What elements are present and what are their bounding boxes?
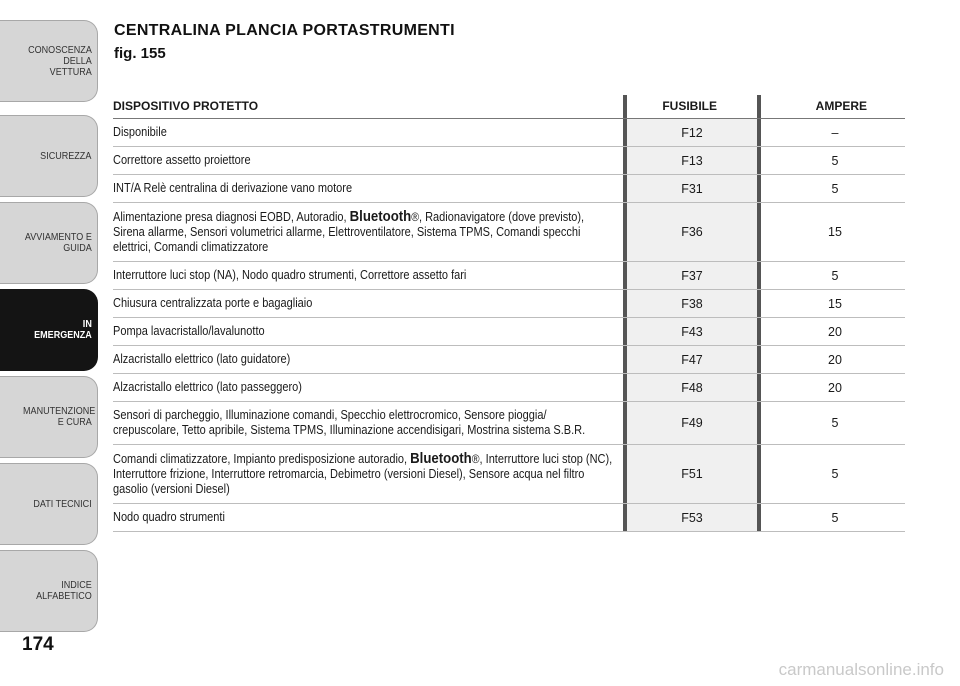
table-row: [113, 318, 905, 346]
chapter-sidebar: [0, 0, 100, 640]
row-fuse: F51: [623, 445, 761, 503]
tab-dati-tecnici[interactable]: [0, 463, 98, 545]
row-device: Nodo quadro strumenti: [113, 510, 225, 524]
tab-in-emergenza[interactable]: [0, 289, 98, 371]
table-row: [113, 346, 905, 374]
header-device: DISPOSITIVO PROTETTO: [113, 99, 259, 113]
row-amp: –: [831, 125, 839, 140]
row-device: Sensori di parcheggio, Illuminazione comandi, Specchio elettrocromico, Sensore pioggia/ crepuscolare, Tetto apribile, Sistema TPMS, Illuminazione accendisigari, Mostrina sistema S.B.R.: [113, 408, 586, 437]
table-row: [113, 147, 905, 175]
page-number: 174: [22, 634, 54, 655]
table-row: [113, 203, 905, 262]
row-fuse: F37: [623, 262, 761, 289]
row-fuse: F49: [623, 402, 761, 444]
row-amp: 15: [828, 225, 842, 239]
row-fuse: F13: [623, 147, 761, 174]
tab-label: AVVIAMENTO E GUIDA: [24, 231, 92, 254]
bluetooth-logo: Bluetooth: [349, 208, 412, 225]
tab-label: INDICE ALFABETICO: [36, 579, 92, 602]
row-device: Alzacristallo elettrico (lato guidatore): [113, 352, 291, 366]
row-device: INT/A Relè centralina di derivazione vano motore: [113, 181, 353, 195]
tab-label: IN EMERGENZA: [34, 318, 92, 341]
row-fuse: F36: [623, 203, 761, 261]
row-amp: 5: [831, 153, 839, 168]
tab-label: DATI TECNICI: [33, 497, 92, 510]
row-fuse: F12: [623, 119, 761, 146]
table-row: [113, 504, 905, 532]
row-amp: 20: [828, 352, 842, 367]
tab-sicurezza[interactable]: [0, 115, 98, 197]
table-row: [113, 175, 905, 203]
header-fuse: FUSIBILE: [623, 95, 761, 118]
row-device: Pompa lavacristallo/lavalunotto: [113, 324, 265, 338]
figure-reference: fig. 155: [114, 45, 166, 62]
row-device: Interruttore luci stop (NA), Nodo quadro strumenti, Correttore assetto fari: [113, 268, 467, 282]
row-fuse: F48: [623, 374, 761, 401]
row-amp: 5: [831, 467, 839, 481]
row-amp: 20: [828, 324, 842, 339]
tab-avviamento-e-guida[interactable]: [0, 202, 98, 284]
row-amp: 5: [831, 181, 839, 196]
bluetooth-logo: Bluetooth: [410, 450, 472, 467]
row-fuse: F31: [623, 175, 761, 202]
tab-label: MANUTENZIONE E CURA: [23, 405, 96, 428]
row-fuse: F38: [623, 290, 761, 317]
table-row: [113, 374, 905, 402]
tab-manutenzione-e-cura[interactable]: [0, 376, 98, 458]
row-amp: 15: [828, 296, 842, 311]
row-device: Chiusura centralizzata porte e bagagliaio: [113, 296, 313, 310]
tab-label: CONOSCENZA DELLA VETTURA: [28, 43, 92, 78]
watermark: carmanualsonline.info: [778, 660, 944, 679]
tab-label: SICUREZZA: [40, 149, 92, 162]
row-fuse: F43: [623, 318, 761, 345]
row-device: Alimentazione presa diagnosi EOBD, Autoradio, Bluetooth®, Radionavigatore (dove previsto), Sirena allarme, Sensori volumetrici allarme, Elettroventilatore, Sistema TPMS, Comandi specchi elettrici, Comandi climatizzatore: [113, 208, 585, 254]
row-amp: 5: [831, 510, 839, 525]
table-row: [113, 262, 905, 290]
table-row: [113, 445, 905, 504]
row-fuse: F53: [623, 504, 761, 531]
tab-conoscenza-della-vettura[interactable]: [0, 20, 98, 102]
header-amp: AMPERE: [815, 99, 867, 113]
tab-indice-alfabetico[interactable]: [0, 550, 98, 632]
table-row: [113, 290, 905, 318]
row-device: Correttore assetto proiettore: [113, 153, 251, 167]
section-title: CENTRALINA PLANCIA PORTASTRUMENTI: [114, 22, 455, 39]
row-amp: 5: [831, 416, 839, 430]
row-device: Alzacristallo elettrico (lato passeggero): [113, 380, 302, 394]
table-header: [113, 95, 905, 119]
row-device: Comandi climatizzatore, Impianto predisposizione autoradio, Bluetooth®, Interruttore luci stop (NC), Interruttore frizione, Interruttore retromarcia, Debimetro (versioni Diesel), Sensore acqua nel filtro gasolio (versioni Diesel): [113, 450, 613, 496]
row-amp: 20: [828, 380, 842, 395]
fuse-table: [113, 95, 905, 532]
row-fuse: F47: [623, 346, 761, 373]
row-device: Disponibile: [113, 125, 167, 139]
table-row: [113, 402, 905, 445]
table-row: [113, 119, 905, 147]
row-amp: 5: [831, 268, 839, 283]
